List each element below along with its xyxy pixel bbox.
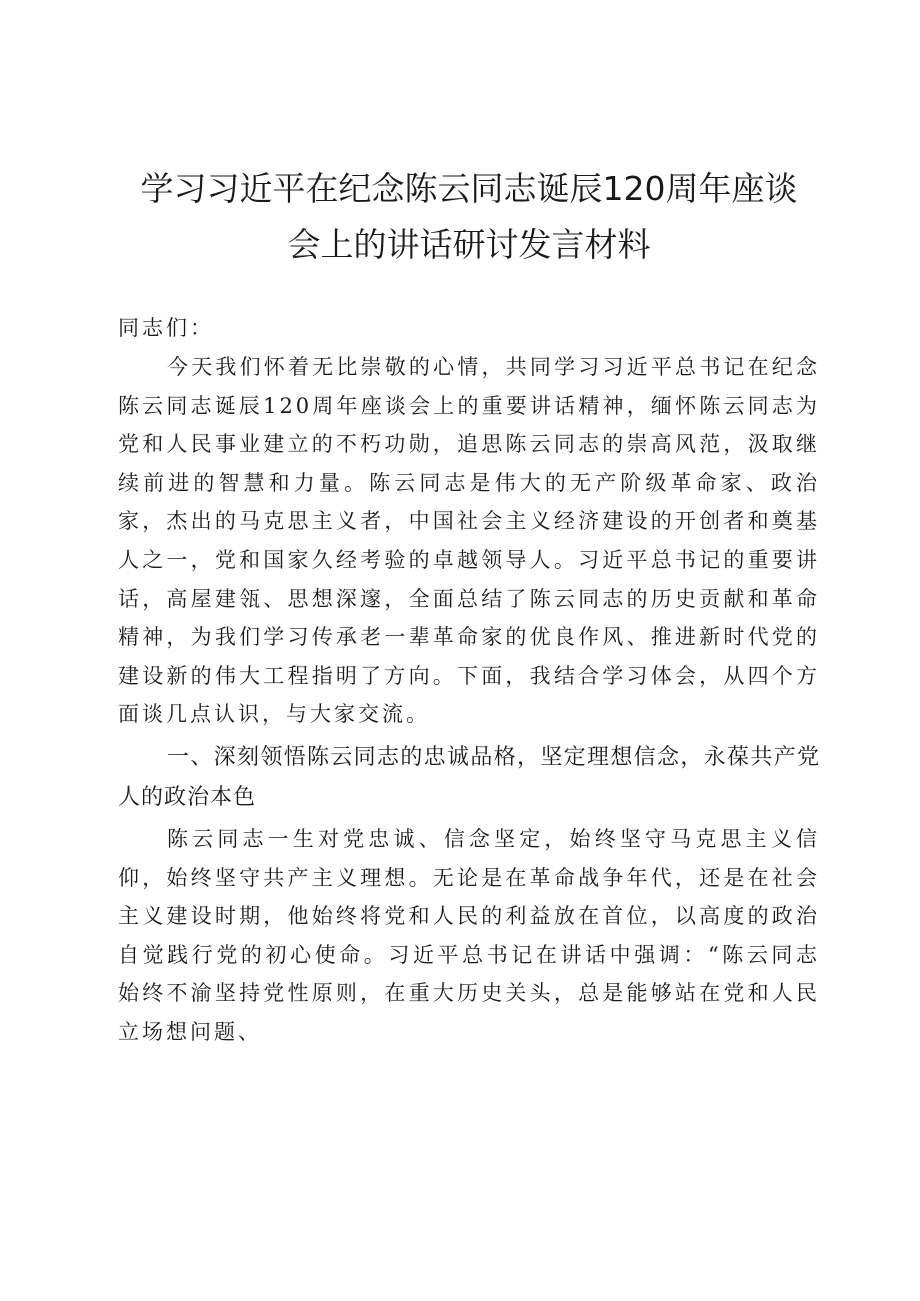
salutation: 同志们： (118, 316, 214, 340)
document-title (118, 161, 820, 273)
section-1-paragraph: 陈云同志一生对党忠诚、信念坚定，始终坚守马克思主义信仰，始终坚守共产主义理想。无论是在革命战争年代，还是在社会主义建设时期，他始终将党和人民的利益放在首位，以高度的政治自觉践行党的初心使命。习近平总书记在讲话中强调：“陈云同志始终不渝坚持党性原则，在重大历史关头，总是能够站在党和人民立场想问题、 (118, 826, 820, 1044)
title-line-1: 学习习近平在纪念陈云同志诞辰120周年座谈 (140, 169, 798, 208)
intro-paragraph: 今天我们怀着无比崇敬的心情，共同学习习近平总书记在纪念陈云同志诞辰120周年座谈会上的重要讲话精神，缅怀陈云同志为党和人民事业建立的不朽功勋，追思陈云同志的崇高风范，汲取继续前进的智慧和力量。陈云同志是伟大的无产阶级革命家、政治家，杰出的马克思主义者，中国社会主义经济建设的开创者和奠基人之一，党和国家久经考验的卓越领导人。习近平总书记的重要讲话，高屋建瓴、思想深邃，全面总结了陈云同志的历史贡献和革命精神，为我们学习传承老一辈革命家的优良作风、推进新时代党的建设新的伟大工程指明了方向。下面，我结合学习体会，从四个方面谈几点认识，与大家交流。 (118, 355, 820, 727)
title-line-2: 会上的讲话研讨发言材料 (287, 225, 651, 264)
section-1-heading: 一、深刻领悟陈云同志的忠诚品格，坚定理想信念，永葆共产党人的政治本色 (118, 744, 820, 810)
